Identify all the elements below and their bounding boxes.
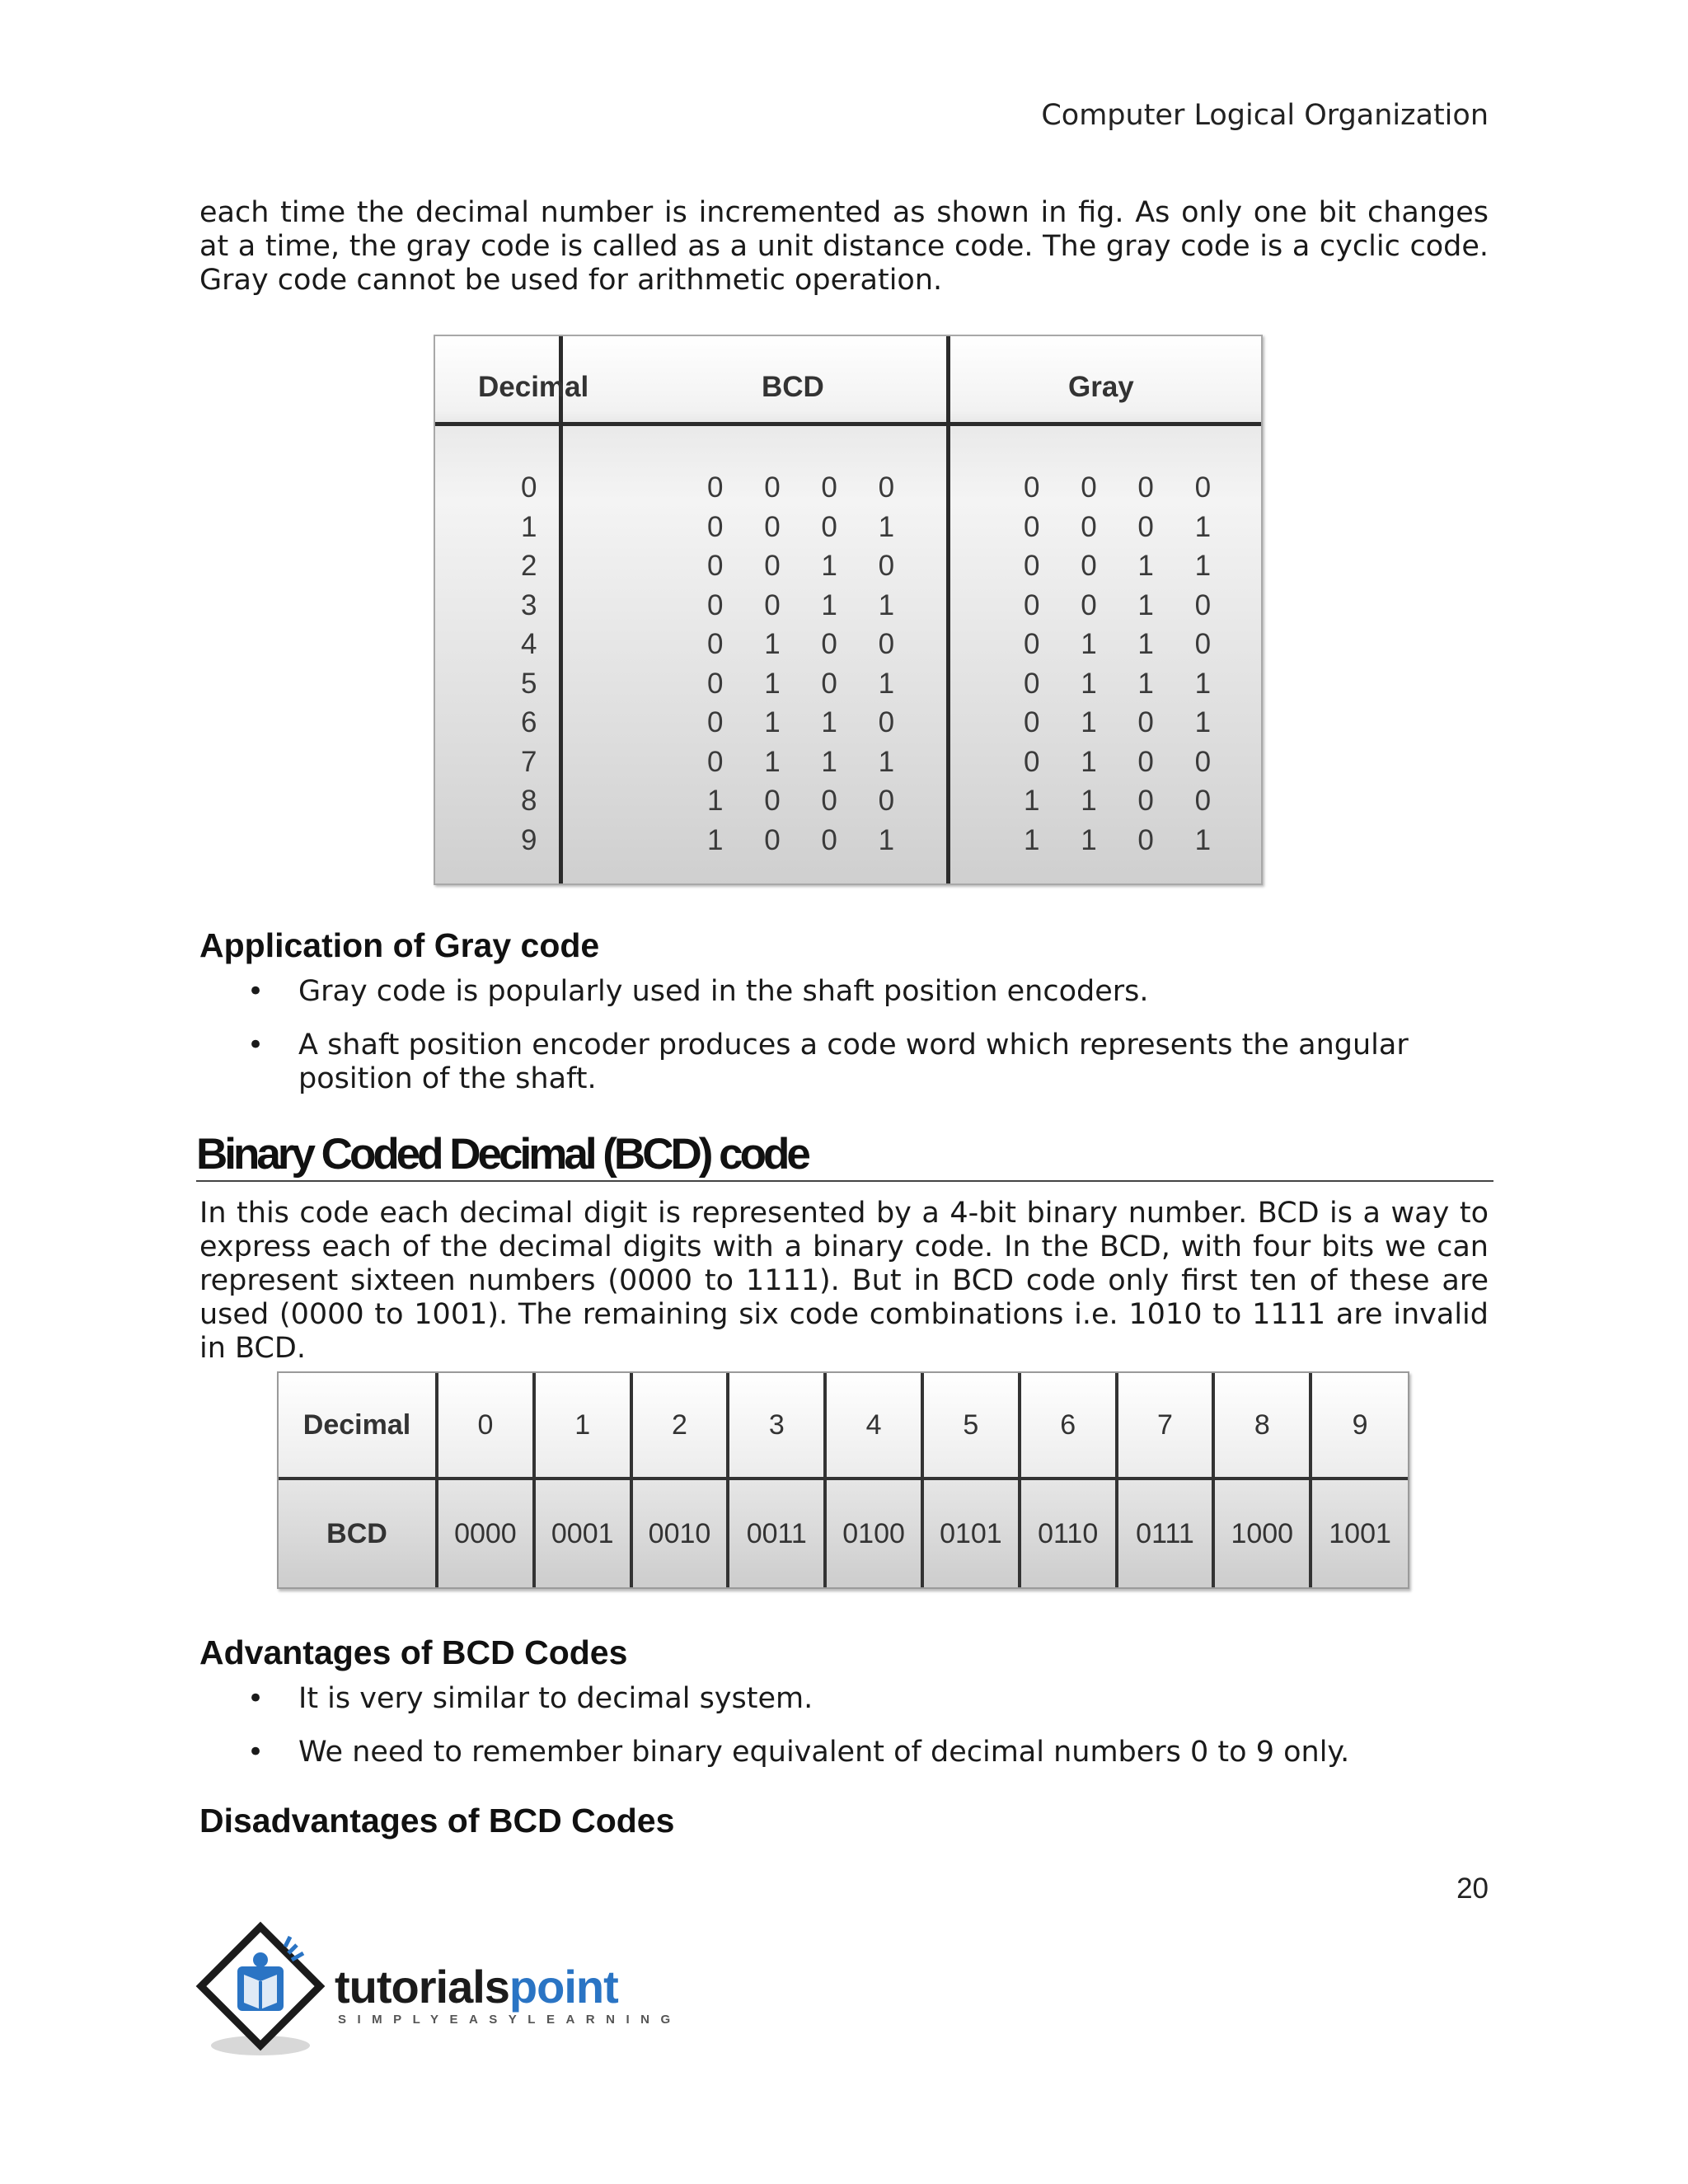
bcd-paragraph: In this code each decimal digit is represented by a 4-bit binary number. BCD is a way to express each of the decimal digits with a binary code. In the BCD, with four bits we can represent sixteen numbers (0000 to 1111). But in BCD code only first ten of these are used (0000 to 1001). The remaining six code combinations i.e. 1010 to 1111 are invalid in BCD. [199, 1197, 1489, 1365]
decimal-cell: 4 [521, 628, 537, 660]
application-heading: Application of Gray code [199, 926, 600, 964]
decimal-cell: 5 [922, 1373, 1020, 1479]
running-header: Computer Logical Organization [1041, 99, 1489, 132]
list-item-text: We need to remember binary equivalent of decimal numbers 0 to 9 only. [298, 1736, 1350, 1769]
gray-cell: 0 1 0 0 [1024, 745, 1228, 778]
decimal-cell: 7 [1117, 1373, 1214, 1479]
bcd-cell: 1000 [1213, 1479, 1311, 1587]
gray-column [1024, 468, 1227, 860]
bullet-icon: • [247, 1029, 265, 1062]
gray-cell: 0 0 0 1 [1024, 510, 1228, 543]
bcd-table [277, 1371, 1409, 1589]
bcd-cell: 0 0 1 0 [707, 550, 912, 582]
bcd-cell: 0011 [728, 1479, 825, 1587]
gray-code-table [434, 335, 1263, 885]
decimal-cell: 6 [521, 706, 537, 738]
bcd-row [279, 1479, 1408, 1587]
decimal-column [521, 468, 537, 860]
bcd-cell: 0 0 1 1 [707, 588, 912, 621]
decimal-cell: 9 [521, 823, 537, 856]
bcd-cell: 1001 [1311, 1479, 1408, 1587]
bcd-column [707, 468, 911, 860]
bcd-cell: 0110 [1020, 1479, 1117, 1587]
decimal-cell: 0 [521, 471, 537, 504]
row-label: BCD [279, 1479, 437, 1587]
decimal-cell: 1 [521, 510, 537, 543]
list-item-text: Gray code is popularly used in the shaft position encoders. [298, 975, 1149, 1008]
logo-word-tutorials: tutorials [335, 1961, 509, 2013]
application-list [199, 975, 1489, 1096]
bcd-cell: 0 0 0 0 [707, 471, 912, 504]
bcd-cell: 0100 [825, 1479, 922, 1587]
page-number: 20 [1456, 1872, 1489, 1905]
decimal-cell: 4 [825, 1373, 922, 1479]
bcd-cell: 1 0 0 0 [707, 785, 912, 817]
bcd-cell: 0 1 0 0 [707, 628, 912, 660]
gray-cell: 0 0 1 1 [1024, 550, 1228, 582]
bcd-cell: 0111 [1117, 1479, 1214, 1587]
gray-cell: 1 1 0 0 [1024, 785, 1228, 817]
gray-cell: 0 0 1 0 [1024, 588, 1228, 621]
logo-wordmark [335, 1960, 618, 2013]
list-item [199, 1682, 1489, 1716]
gray-cell: 0 0 0 0 [1024, 471, 1228, 504]
list-item-text: A shaft position encoder produces a code word which represents the angular position of the shaft. [298, 1029, 1409, 1095]
list-item [199, 975, 1489, 1009]
decimal-cell: 3 [728, 1373, 825, 1479]
decimal-cell: 7 [521, 745, 537, 778]
logo-word-point: point [509, 1961, 618, 2013]
gray-cell: 0 1 1 0 [1024, 628, 1228, 660]
bcd-cell: 0101 [922, 1479, 1020, 1587]
decimal-cell: 1 [534, 1373, 631, 1479]
gray-cell: 0 1 0 1 [1024, 706, 1228, 738]
decimal-cell: 0 [437, 1373, 534, 1479]
bcd-section-heading: Binary Coded Decimal (BCD) code [196, 1127, 1493, 1182]
tutorialspoint-logo [195, 1920, 689, 2069]
column-divider [946, 336, 950, 883]
header-gray: Gray [1068, 371, 1134, 403]
list-item [199, 1029, 1489, 1096]
bcd-cell: 0 1 0 1 [707, 667, 912, 700]
bcd-cell: 1 0 0 1 [707, 823, 912, 856]
decimal-cell: 3 [521, 588, 537, 621]
list-item [199, 1736, 1489, 1769]
bcd-cell: 0 1 1 0 [707, 706, 912, 738]
bcd-cell: 0010 [631, 1479, 729, 1587]
column-divider [559, 336, 563, 883]
decimal-cell: 8 [1213, 1373, 1311, 1479]
gray-cell: 0 1 1 1 [1024, 667, 1228, 700]
bullet-icon: • [247, 975, 265, 1008]
list-item-text: It is very similar to decimal system. [298, 1682, 814, 1715]
decimal-row [279, 1373, 1408, 1479]
bullet-icon: • [247, 1736, 265, 1769]
bullet-icon: • [247, 1682, 265, 1715]
bcd-cell: 0000 [437, 1479, 534, 1587]
gray-cell: 1 1 0 1 [1024, 823, 1228, 856]
decimal-cell: 9 [1311, 1373, 1408, 1479]
header-bcd: BCD [762, 371, 824, 403]
decimal-cell: 8 [521, 785, 537, 817]
header-decimal: Decimal [478, 371, 589, 403]
logo-icon [195, 1920, 335, 2069]
decimal-cell: 2 [631, 1373, 729, 1479]
advantages-heading: Advantages of BCD Codes [199, 1633, 628, 1671]
decimal-cell: 6 [1020, 1373, 1117, 1479]
bcd-cell: 0001 [534, 1479, 631, 1587]
decimal-cell: 5 [521, 667, 537, 700]
logo-tagline: SIMPLYEASYLEARNING [338, 2013, 682, 2027]
intro-paragraph: each time the decimal number is incremented as shown in fig. As only one bit changes at a time, the gray code is called as a unit distance code. The gray code is a cyclic code. Gray code cannot be used for arithmetic operation. [199, 196, 1489, 297]
row-label: Decimal [279, 1373, 437, 1479]
header-divider [435, 422, 1261, 426]
bcd-cell: 0 0 0 1 [707, 510, 912, 543]
disadvantages-heading: Disadvantages of BCD Codes [199, 1802, 675, 1840]
advantages-list [199, 1682, 1489, 1769]
decimal-cell: 2 [521, 550, 537, 582]
bcd-cell: 0 1 1 1 [707, 745, 912, 778]
